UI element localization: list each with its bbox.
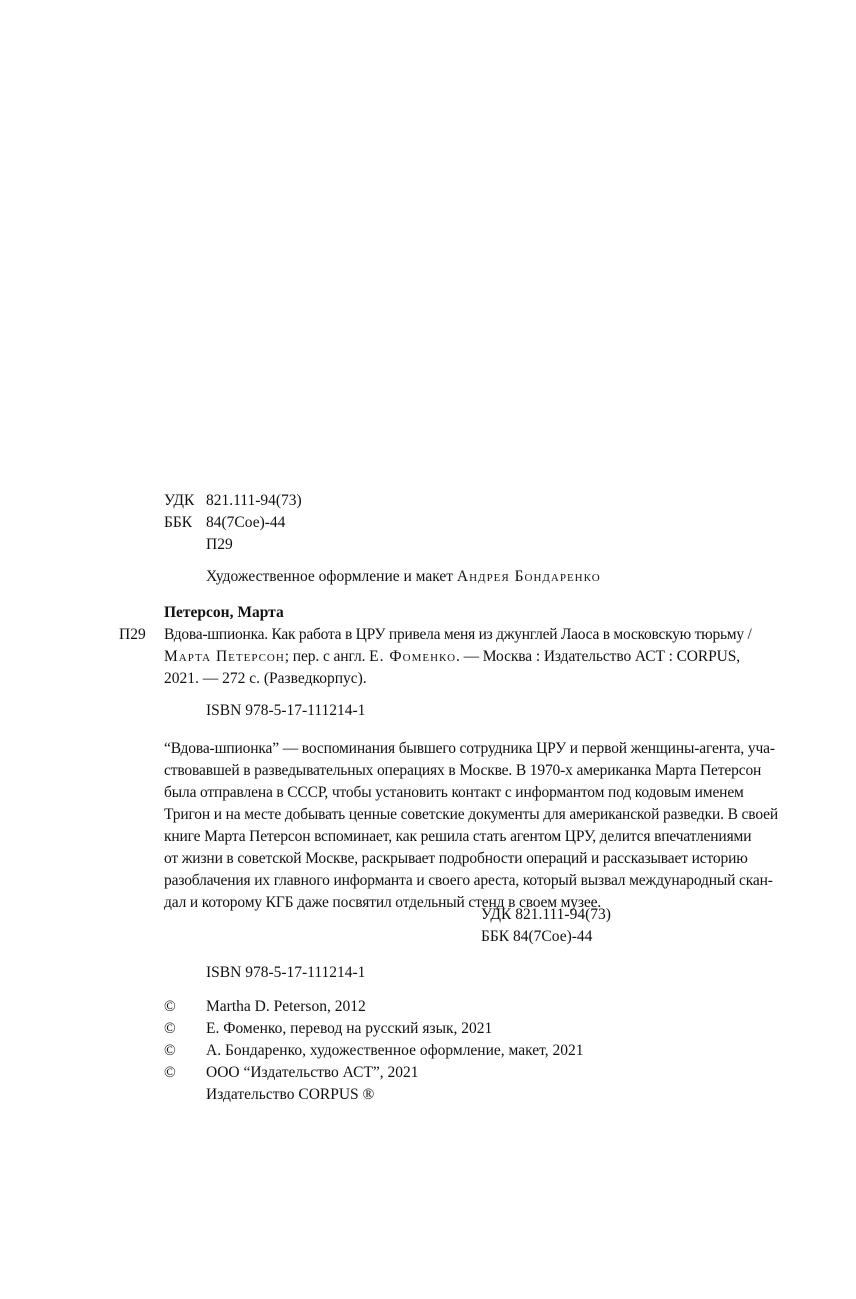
bbk-value: 84(7Сое)-44 — [206, 514, 286, 531]
isbn-top: ISBN 978-5-17-111214-1 — [206, 702, 366, 719]
udk-value: 821.111-94(73) — [206, 492, 302, 509]
copyright-line: ООО “Издательство АСТ”, 2021 — [206, 1064, 419, 1081]
annotation-line: была отправлена в СССР, чтобы установить контакт с информантом под кодовым именем — [164, 784, 744, 801]
design-credit-name: Андрея Бондаренко — [456, 568, 601, 585]
annotation-line: от жизни в советской Москве, раскрывает подробности операций и рассказывает историю — [164, 850, 748, 867]
bbk-label: ББК — [164, 514, 193, 531]
copyright-symbol: © — [164, 1042, 176, 1059]
design-credit-text: Художественное оформление и макет — [206, 568, 454, 585]
annotation-line: разоблачения их главного информанта и своего ареста, который вызвал международный скан- — [164, 872, 773, 889]
biblio-mark: П29 — [119, 626, 146, 643]
copyright-symbol: © — [164, 998, 176, 1015]
copyright-symbol: © — [164, 1064, 176, 1081]
copyright-symbol: © — [164, 1020, 176, 1037]
udk-bottom: УДК 821.111-94(73) — [481, 906, 611, 923]
publisher-line: Издательство CORPUS ® — [206, 1086, 375, 1103]
annotation-line: книге Марта Петерсон вспоминает, как решила стать агентом ЦРУ, делится впечатлениями — [164, 828, 752, 845]
bbk-bottom: ББК 84(7Сое)-44 — [481, 928, 593, 945]
biblio-line-3: 2021. — 272 с. (Разведкорпус). — [164, 670, 367, 687]
author-mark: П29 — [206, 536, 233, 553]
annotation-line: Тригон и на месте добывать ценные советские документы для американской разведки. В своей — [164, 806, 778, 823]
copyright-line: Е. Фоменко, перевод на русский язык, 2021 — [206, 1020, 493, 1037]
annotation-line: дал и которому КГБ даже посвятил отдельный стенд в своем музее. — [164, 894, 602, 911]
copyright-line: А. Бондаренко, художественное оформление, макет, 2021 — [206, 1042, 584, 1059]
copyright-line: Martha D. Peterson, 2012 — [206, 998, 366, 1015]
annotation-line: ствовавшей в разведывательных операциях в Москве. В 1970-х американка Марта Петерсон — [164, 762, 762, 779]
biblio-author-caps: Марта Петерсон — [164, 648, 285, 665]
biblio-publisher: . — Москва : Издательство АСТ : CORPUS, — [456, 648, 741, 665]
author-name: Петерсон, Марта — [164, 604, 284, 621]
isbn-bottom: ISBN 978-5-17-111214-1 — [206, 964, 366, 981]
annotation-line: “Вдова-шпионка” — воспоминания бывшего сотрудника ЦРУ и первой женщины-агента, уча- — [164, 740, 775, 757]
biblio-translation-note: ; пер. с англ. — [284, 648, 366, 665]
biblio-title-line: Вдова-шпионка. Как работа в ЦРУ привела меня из джунглей Лаоса в московскую тюрьму / — [164, 626, 752, 643]
biblio-translator: Е. Фоменко — [369, 648, 457, 665]
design-credit — [206, 566, 601, 588]
annotation — [164, 738, 778, 914]
biblio-line-2 — [164, 646, 740, 668]
udk-label: УДК — [164, 492, 195, 509]
